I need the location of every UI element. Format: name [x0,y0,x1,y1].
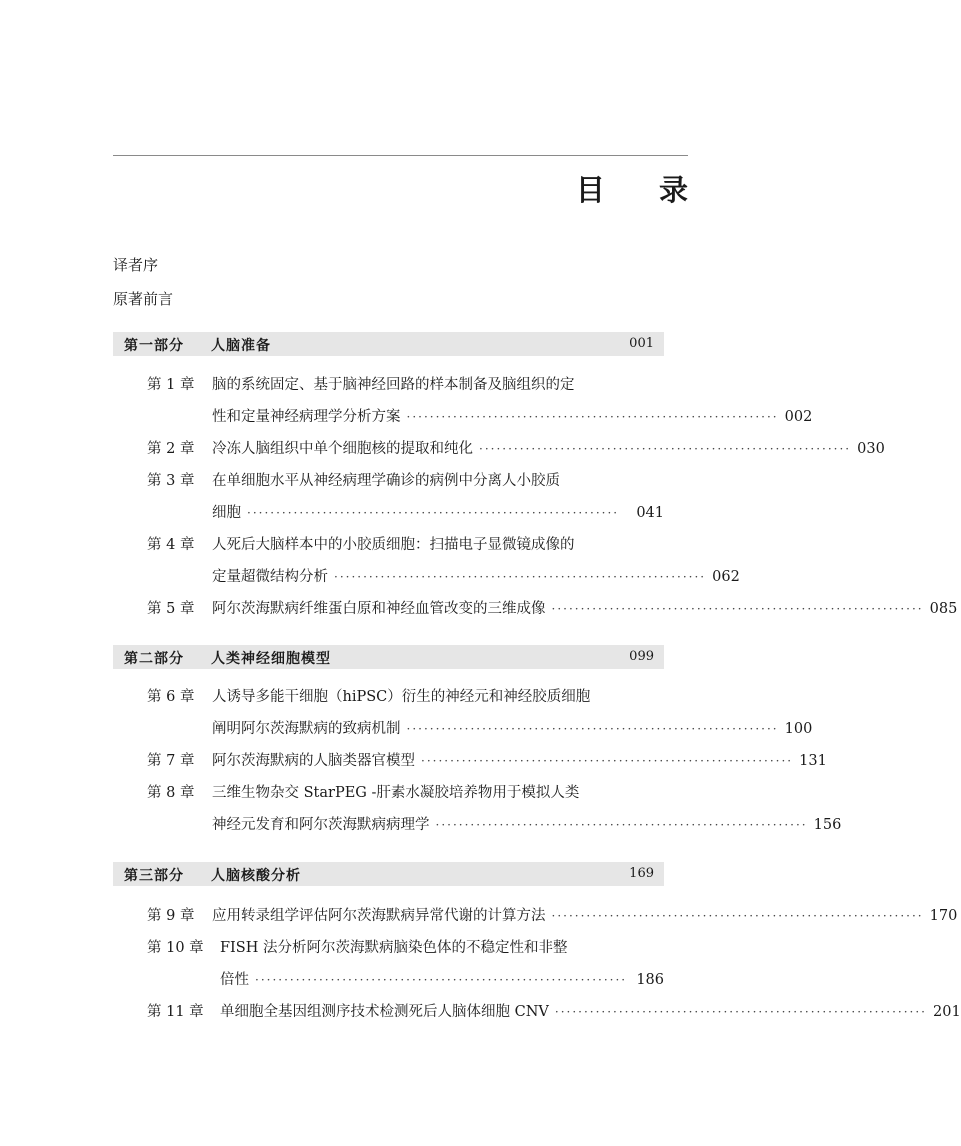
chapter-title-line2: 性和定量神经病理学分析方案 [212,409,401,425]
chapter-entry[interactable] [212,438,885,460]
chapter-number: 第 3 章 [147,473,195,489]
leader-dots: ································································ [334,570,707,584]
chapter-page: 030 [857,441,885,457]
chapter-number: 第 2 章 [147,441,195,457]
part-title: 人脑准备 [211,338,271,354]
part-title: 人脑核酸分析 [211,868,301,884]
chapter-title-line1[interactable]: 三维生物杂交 StarPEG -肝素水凝胶培养物用于模拟人类 [212,785,580,801]
part-page: 169 [629,866,654,881]
chapter-page: 131 [799,753,827,769]
chapter-title: 阿尔茨海默病纤维蛋白原和神经血管改变的三维成像 [212,601,546,617]
chapter-page: 085 [929,601,958,617]
chapter-entry[interactable] [212,406,813,428]
part-label: 第二部分 [124,651,184,667]
toc-title: 目 录 [575,173,710,207]
leader-dots: ································································ [479,442,852,456]
chapter-number: 第 10 章 [147,940,204,956]
chapter-page: 100 [784,721,813,737]
chapter-number: 第 6 章 [147,689,195,705]
chapter-entry[interactable] [212,502,664,524]
part-header[interactable] [113,645,664,669]
leader-dots: ································································ [551,909,924,923]
chapter-entry[interactable] [212,718,813,740]
chapter-page: 201 [933,1004,961,1020]
chapter-title: 阿尔茨海默病的人脑类器官模型 [212,753,415,769]
chapter-title-line2: 神经元发育和阿尔茨海默病病理学 [212,817,430,833]
chapter-number: 第 4 章 [147,537,195,553]
chapter-title: 冷冻人脑组织中单个细胞核的提取和纯化 [212,441,473,457]
chapter-number: 第 9 章 [147,908,195,924]
leader-dots: ································································ [551,602,924,616]
leader-dots: ································································ [406,722,779,736]
chapter-title-line1[interactable]: FISH 法分析阿尔茨海默病脑染色体的不稳定性和非整 [220,940,568,956]
part-page: 099 [629,649,654,664]
chapter-entry[interactable] [212,750,827,772]
chapter-page: 186 [636,972,664,988]
chapter-title-line1[interactable]: 脑的系统固定、基于脑神经回路的样本制备及脑组织的定 [212,377,575,393]
chapter-page: 002 [784,409,813,425]
part-label: 第三部分 [124,868,184,884]
chapter-title-line1[interactable]: 人死后大脑样本中的小胶质细胞：扫描电子显微镜成像的 [212,537,575,553]
chapter-entry[interactable] [212,566,740,588]
chapter-title: 应用转录组学评估阿尔茨海默病异常代谢的计算方法 [212,908,546,924]
chapter-page: 041 [636,505,664,521]
leader-dots: ································································ [255,973,628,987]
leader-dots: ································································ [247,506,620,520]
part-title: 人类神经细胞模型 [211,651,331,667]
chapter-title-line2: 阐明阿尔茨海默病的致病机制 [212,721,401,737]
front-matter-translator-preface[interactable]: 译者序 [113,256,159,274]
part-header[interactable] [113,332,664,356]
chapter-number: 第 5 章 [147,601,195,617]
chapter-entry[interactable] [212,905,958,927]
chapter-title-line2: 倍性 [220,972,249,988]
chapter-title-line2: 定量超微结构分析 [212,569,328,585]
header-rule [113,155,688,156]
chapter-page: 170 [929,908,958,924]
chapter-page: 156 [813,817,842,833]
chapter-number: 第 1 章 [147,377,195,393]
part-header[interactable] [113,862,664,886]
chapter-page: 062 [712,569,740,585]
leader-dots: ································································ [406,410,779,424]
chapter-entry[interactable] [212,598,958,620]
part-label: 第一部分 [124,338,184,354]
front-matter-original-preface[interactable]: 原著前言 [113,290,174,308]
chapter-title-line2: 细胞 [212,505,241,521]
chapter-number: 第 8 章 [147,785,195,801]
chapter-number: 第 11 章 [147,1004,204,1020]
part-page: 001 [629,336,654,351]
leader-dots: ································································ [554,1005,927,1019]
leader-dots: ································································ [421,754,794,768]
leader-dots: ································································ [435,818,808,832]
chapter-title: 单细胞全基因组测序技术检测死后人脑体细胞 CNV [220,1004,549,1020]
chapter-title-line1[interactable]: 在单细胞水平从神经病理学确诊的病例中分离人小胶质 [212,473,560,489]
chapter-number: 第 7 章 [147,753,195,769]
chapter-entry[interactable] [212,814,842,836]
chapter-entry[interactable] [220,969,664,991]
chapter-entry[interactable] [220,1001,961,1023]
chapter-title-line1[interactable]: 人诱导多能干细胞（hiPSC）衍生的神经元和神经胶质细胞 [212,689,591,705]
